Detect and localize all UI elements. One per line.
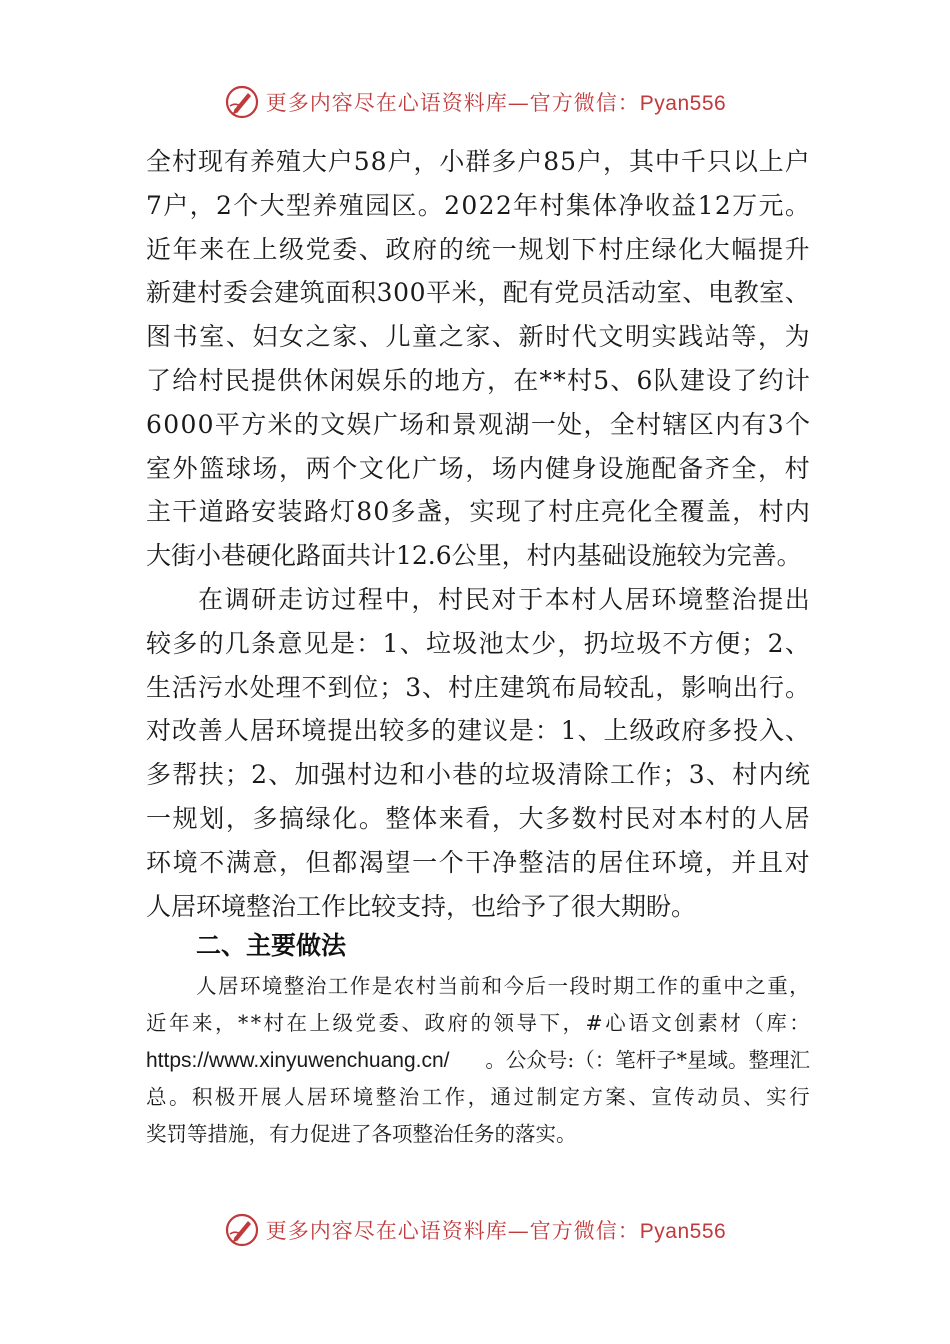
wechat-id: Pyan556 (639, 92, 727, 115)
text-line: 新 建 村 委 会 建 筑 面 积 3 0 0 平 米 ， 配 有 党 员 活 动 室 、 电 教 室 、 (146, 278, 810, 308)
section-heading: 二、主要做法 (196, 931, 347, 960)
text-line: 7 户 ， 2 个 大 型 养 殖 园 区 。 2 0 2 2 年 村 集 体 净 收 益 1 2 万 元 。 (146, 190, 810, 220)
text-line: 较 多 的 几 条 意 见 是 ： 1 、 垃 圾 池 太 少 ， 扔 垃 圾 不 方 便 ； 2 、 (146, 628, 810, 658)
text-line: 6 0 0 0 平 方 米 的 文 娱 广 场 和 景 观 湖 一 处 ， 全 村 辖 区 内 有 3 个 (146, 409, 810, 439)
text-line: 人居环境整治工作比较支持，也给予了很大期盼。 (146, 891, 697, 921)
text-line: 全 村 现 有 养 殖 大 户 5 8 户 ， 小 群 多 户 8 5 户 ， 其 中 千 只 以 上 户 (146, 147, 810, 176)
header-banner (0, 82, 950, 122)
text-line: 图 书 室 、 妇 女 之 家 、 儿 童 之 家 、 新 时 代 文 明 实 践 站 等 ， 为 (146, 322, 810, 352)
text-line: 多 帮 扶 ； 2 、 加 强 村 边 和 小 巷 的 垃 圾 清 除 工 作 ； 3 、 村 内 统 (146, 760, 810, 790)
text-line: 对 改 善 人 居 环 境 提 出 较 多 的 建 议 是 ： 1 、 上 级 政 府 多 投 入 、 (146, 716, 810, 746)
text-line: 生 活 污 水 处 理 不 到 位 ； 3 、 村 庄 建 筑 布 局 较 乱 ， 影 响 出 行 。 (146, 672, 810, 702)
text-fragment: 。公众号:（：笔杆子*星域。整理汇 (485, 1048, 810, 1072)
website-link[interactable]: https://www.xinyuwenchuang.cn/ (146, 1049, 450, 1072)
pen-circle-logo-icon (224, 84, 260, 120)
text-line: 室 外 篮 球 场 ， 两 个 文 化 广 场 ， 场 内 健 身 设 施 配 备 齐 全 ， 村 (146, 453, 810, 483)
main-body-text (146, 140, 810, 928)
text-line: 一 规 划 ， 多 搞 绿 化 。 整 体 来 看 ， 大 多 数 村 民 对 本 村 的 人 居 (146, 803, 810, 833)
text-line: 环 境 不 满 意 ， 但 都 渴 望 一 个 干 净 整 洁 的 居 住 环 境 ， 并 且 对 (146, 847, 810, 877)
text-line: 总 。 积 极 开 展 人 居 环 境 整 治 工 作 ， 通 过 制 定 方 案 、 宣 传 动 员 、 实 行 (146, 1085, 810, 1109)
text-line: 近 年 来 在 上 级 党 委 、 政 府 的 统 一 规 划 下 村 庄 绿 化 大 幅 提 升 (146, 234, 810, 264)
wechat-id: Pyan556 (639, 1220, 727, 1243)
text-line: 主 干 道 路 安 装 路 灯 8 0 多 盏 ， 实 现 了 村 庄 亮 化 全 覆 盖 ， 村 内 (146, 497, 810, 527)
section-body-text (146, 968, 810, 1153)
text-line: 了 给 村 民 提 供 休 闲 娱 乐 的 地 方 ， 在 * * 村 5 、 6 队 建 设 了 约 计 (146, 365, 810, 395)
banner-text: 更多内容尽在心语资料库—官方微信：Pyan556 (265, 91, 727, 115)
text-line: 人 居 环 境 整 治 工 作 是 农 村 当 前 和 今 后 一 段 时 期 工 作 的 重 中 之 重 ， (196, 974, 810, 998)
banner-text: 更多内容尽在心语资料库—官方微信：Pyan556 (265, 1219, 727, 1243)
footer-banner (0, 1210, 950, 1250)
text-line: 大街小巷硬化路面共计12.6公里，村内基础设施较为完善。 (146, 541, 802, 571)
text-line: 近 年 来 ， * * 村 在 上 级 党 委 、 政 府 的 领 导 下 ， # 心 语 文 创 素 材 （ 库 ： (146, 1011, 810, 1035)
text-line: 在 调 研 走 访 过 程 中 ， 村 民 对 于 本 村 人 居 环 境 整 治 提 出 (198, 584, 810, 614)
pen-circle-logo-icon (224, 1212, 260, 1248)
text-line (146, 1042, 810, 1079)
text-line: 奖罚等措施，有力促进了各项整治任务的落实。 (146, 1122, 577, 1146)
